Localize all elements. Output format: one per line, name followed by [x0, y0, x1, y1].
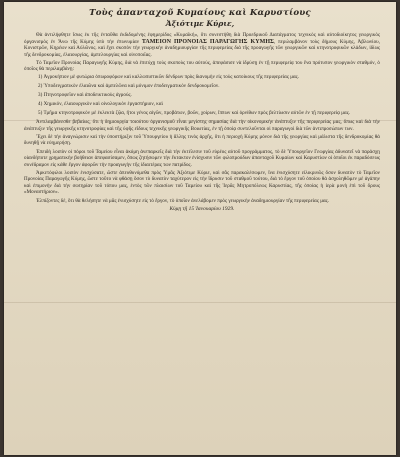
list-item: 5) Τμῆμα κτηνοτροφικὸν μὲ ἐκλεκτὰ ζῷα, ἤτοι γένος αἰγῶν, προβάτων, βοῶν, χοίρων, ἵππων καὶ ὀρνίθων πρὸς βελτίωσιν αὐτῶν ἐν τῇ περιφερείᾳ μας. [38, 110, 351, 117]
paragraph: Ἀντιλαμβάνεσθε βεβαίως, ὅτι ἡ δημιουργία τοιούτου ὀργανισμοῦ εἶναι μεγίστης σημασίας διὰ τὴν οἰκονομικὴν ἀνάπτυξιν τῆς περιφερείας μας, ὅπως καὶ διὰ τὴν ἀνάπτυξιν τῆς γεωργικῆς κτηνοτροφίας καὶ τῆς ὑφῆς εἴδους τεχνικῆς γεωργικῆς Βοιωτίας, ἐν τῇ ὁποίᾳ συντελοῦνται οἱ παραγωγοὶ διὰ τῶν ἀντιπροσώπων των. [24, 119, 380, 132]
list-item: 2) Ὑποδειγματικὸν ἐλαιῶνα καὶ ἀμπελῶνα καὶ μόνιμον ἐποδειγματικὸν δενδροκομεῖον. [38, 83, 220, 90]
paragraph: Ἀρκετόφιλοι λοιπὸν ἐνισχύσατε, ὥστε ἀπευθυνόμεθα πρὸς Ὑμᾶς Ἀξιότιμε Κύριε, καὶ σᾶς παρακαλέσωμεν, ἵνα ἐνισχύσητε εἰλικρινῶς ὅσον δυνατὸν τὸ Ταμεῖον Προνοίας Παραγωγῆς Κύμης, ὥστε τοῦτο νὰ φθάσῃ ὅσον τὸ δυνατὸν ταχύτερον εἰς τὴν ἵδρυσιν τοῦ σταθμοῦ τούτου, διὰ τὸ ἔργον τοῦ ὁποίου θὰ ἀσχοληθῶμεν μὲ ἀγάπην καὶ ἐπιμονὴν διὰ τὴν σωτηρίαν τοῦ τόπου μας, ἐντὸς τῶν πλαισίων τοῦ Ταμείου καὶ τῆς Ἱερᾶς Μητροπόλεως Καρυστίας, τῆς ὁποίας ἡ ἱερὰ μονὴ ἐπὶ τοῦ ὄρους «Μοναστήριον». [24, 169, 380, 196]
paragraph: Ἐλπίζοντες δὲ, ὅτι θὰ θελήσητε νὰ μᾶς ἐνισχύσητε εἰς τὸ ἔργον, τὸ ὁποῖον ἀνελάβομεν πρὸς γεωργικὴν ἀναδημιουργίαν τῆς περιφερείας μας. [36, 197, 330, 204]
letter-page [4, 2, 396, 455]
paragraph-text: καὶ ἔχει σκοπὸν τὴν γεωργικὴν ἀναδημιουργίαν τῆς περιφερείας διὰ τῆς προαγωγῆς τῶν γεωργικῶν καὶ κτηνοτροφικῶν κλάδων, ἰδίως τῆς δενδροκομίας, ἐλαιουργίας, ἀμπελουργίας καὶ οἰνοποιΐας. [24, 45, 381, 58]
letter-body [24, 32, 380, 213]
organization-name: ΤΑΜΕΙΟΝ ΠΡΟΝΟΙΑΣ ΠΑΡΑΓΩΓΗΣ ΚΥΜΗΣ [141, 38, 275, 45]
paragraph: Ἔχει δὲ τὴν ἀναγνώρισιν καὶ τὴν ὑποστήριξιν τοῦ Ὑπουργείου ἡ ἄλλης τινὸς ἀρχῆς, ὅτι ἡ περιοχὴ Κύμης μόνον διὰ τῆς γεωργίας καὶ μάλιστα τῆς δενδροκομίας θὰ δυνηθῇ νὰ εὐημερήσῃ. [24, 133, 380, 147]
organization-suffix: , περιλαμβάνον τοὺς δήμους Κύμης, Ἀβλωνίου, Κονιστρῶν, Κηρέων καὶ Αὐλῶνος. [24, 38, 381, 52]
letter-heading: Τοὺς ἀπανταχοῦ Κυμαίους καὶ Καρυστίους [89, 8, 311, 18]
list-item: 4) Χημικόν, ἐλαιουργικὸν καὶ οἰνολογικὸν ἐργαστήριον, καὶ [38, 101, 163, 108]
paragraph: Τὸ Ταμεῖον Προνοίας Παραγωγῆς Κύμης, διὰ νὰ ἐπιτύχῃ τοὺς σκοποὺς του αὐτούς, ἀπεφάσισε νὰ ἱδρύσῃ ἐν τῇ περιφερείᾳ του ἕνα πρότυπον γεωργικὸν σταθμόν, ὁ ὁποῖος θὰ περιλαμβάνῃ: [24, 59, 380, 73]
list-item: 1) Ἀγροκήπιον μὲ φυτώρια ὀπωροφόρων καὶ καλλωπιστικῶν δένδρων πρὸς διανομὴν εἰς τοὺς κατοίκους τῆς περιφερείας μας. [38, 74, 300, 81]
paragraph [24, 32, 380, 58]
paragraph-text: Θὰ ἀντιλήφθητε ἴσως ἐκ τῆς ἐνταῦθα ἐκδιδομένης ἐφημερίδος «Κυμαϊκή», ὅτι συνεστήθη διὰ Προεδρικοῦ Διατάγματος τεχνικὸς καὶ αὐτοδιοίκητος γεωργικὸς ὀργανισμὸς ἐν Ἄνω τῆς Κύμης ὑπὸ τὴν ἐπωνυμίαν [24, 32, 380, 45]
list-item: 3) Πτηνοτροφεῖον καὶ ἀποδεικτικοὺς ἀγρούς. [38, 92, 132, 99]
letter-salutation: Ἀξιότιμε Κύριε, [165, 19, 235, 28]
letter-date-line: Κύμῃ τῇ 15 Ἰανουαρίου 1929. [169, 206, 235, 213]
paper-fold-line [4, 302, 396, 303]
paragraph: Ἐπειδὴ λοιπὸν οἱ πόροι τοῦ Ταμείου εἶναι ἀκόμη ἀνεπαρκεῖς διὰ τὴν ἐκτέλεσιν τοῦ εὐρέος αὐτοῦ προγράμματος, τὸ δὲ Ὑπουργεῖον Γεωργίας ἀδυνατεῖ νὰ παράσχῃ οἰανδήποτε χρηματικὴν βοήθειαν ἀπεφασίσαμεν, ὅπως ζητήσωμεν τὴν ἔκτακτον ἐνίσχυσιν τῶν φιλοπροόδων ἀπανταχοῦ Κυμαίων καὶ Καρυστίων οἱ ὁποῖοι ἐκ παραδόσεως συνέδραμον εἰς κάθε ἔργον ἀφορῶν τὴν προαγωγὴν τῆς ἰδιαιτέρας των πατρίδος. [24, 148, 380, 168]
